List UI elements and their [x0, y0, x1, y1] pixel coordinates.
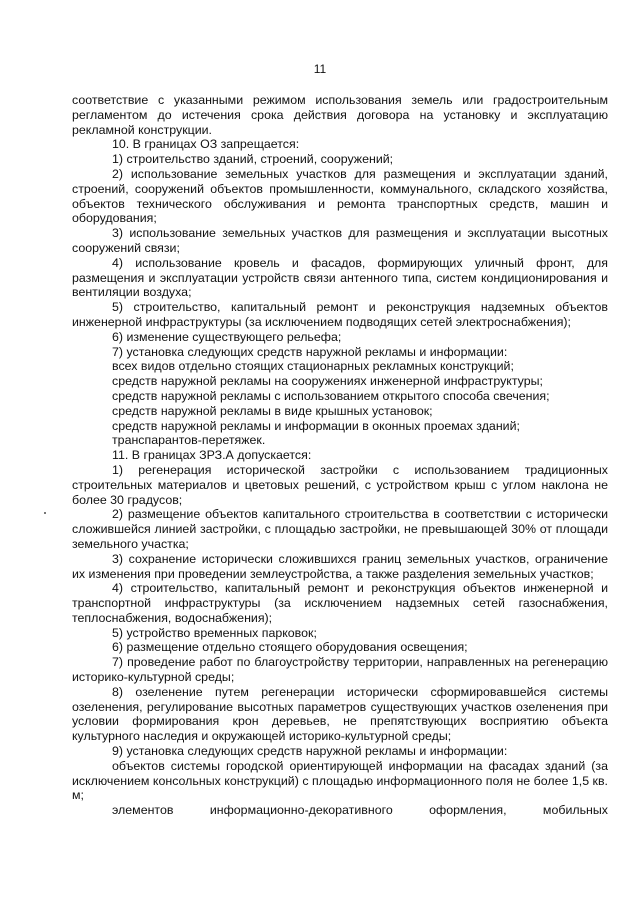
- paragraph: элементов информационно-декоративного оформления, мобильных: [112, 803, 608, 818]
- paragraph: соответствие с указанными режимом использования земель или градостроительным регламентом до истечения срока действия договора на установку и эксплуатацию рекламной конструкции.: [72, 93, 608, 137]
- paragraph: средств наружной рекламы в виде крышных установок;: [112, 403, 433, 418]
- paragraph: 4) строительство, капитальный ремонт и реконструкция объектов инженерной и транспортной инфраструктуры (за исключением надземных сетей газоснабжения, теплоснабжения, водоснабжения);: [72, 581, 608, 625]
- paragraph: транспарантов-перетяжек.: [112, 433, 266, 448]
- paragraph: 1) регенерация исторической застройки с использованием традиционных строительных материалов и цветовых решений, с устройством крыш с углом наклона не более 30 градусов;: [72, 462, 608, 507]
- page-number: 11: [313, 62, 327, 76]
- paragraph: 3) использование земельных участков для размещения и эксплуатации высотных сооружений связи;: [72, 226, 608, 255]
- paragraph: 4) использование кровель и фасадов, формирующих уличный фронт, для размещения и эксплуатации устройств связи антенного типа, систем кондиционирования и вентиляции воздуха;: [72, 255, 608, 300]
- paragraph: 5) строительство, капитальный ремонт и реконструкция надземных объектов инженерной инфраструктуры (за исключением подводящих сетей электроснабжения);: [72, 300, 608, 329]
- paragraph: 11. В границах ЗРЗ.А допускается:: [112, 448, 312, 463]
- paragraph: всех видов отдельно стоящих стационарных рекламных конструкций;: [112, 359, 514, 374]
- paragraph: 6) размещение отдельно стоящего оборудования освещения;: [112, 640, 468, 655]
- paragraph: 7) установка следующих средств наружной рекламы и информации:: [112, 344, 508, 359]
- paragraph: 1) строительство зданий, строений, сооружений;: [112, 152, 394, 167]
- paragraph: 2) использование земельных участков для размещения и эксплуатации зданий, строений, сооружений объектов промышленности, коммунального, складского хозяйства, объектов технического обслуживания и ремонта транспортных средств, машин и оборудования;: [72, 166, 608, 226]
- document-body: [72, 93, 608, 818]
- paragraph: 8) озеленение путем регенерации исторически сформировавшейся системы озеленения, регулирование высотных параметров существующих участков озеленения при условии формирования крон деревьев, не препятствующих восприятию объекта культурного наследия и окружающей историко-культурной среды;: [72, 684, 608, 744]
- paragraph: 5) устройство временных парковок;: [112, 625, 317, 640]
- paragraph: 3) сохранение исторически сложившихся границ земельных участков, ограничение их изменения при проведении землеустройства, а также разделения земельных участков;: [72, 551, 608, 581]
- paragraph: средств наружной рекламы с использованием открытого способа свечения;: [112, 388, 550, 403]
- paragraph: 6) изменение существующего рельефа;: [112, 329, 342, 344]
- paragraph: средств наружной рекламы и информации в оконных проемах зданий;: [112, 418, 520, 433]
- paragraph: 9) установка следующих средств наружной рекламы и информации:: [112, 744, 508, 759]
- paragraph: 2) размещение объектов капитального строительства в соответствии с исторически сложившейся линией застройки, с площадью застройки, не превышающей 30% от площади земельного участка;: [72, 507, 608, 551]
- scan-speck: [44, 512, 46, 514]
- paragraph: средств наружной рекламы на сооружениях инженерной инфраструктуры;: [112, 374, 543, 389]
- paragraph: 10. В границах ОЗ запрещается:: [112, 137, 300, 152]
- paragraph: 7) проведение работ по благоустройству территории, направленных на регенерацию историко-культурной среды;: [72, 655, 608, 685]
- paragraph: объектов системы городской ориентирующей информации на фасадах зданий (за исключением консольных конструкций) с площадью информационного поля не более 1,5 кв. м;: [72, 758, 608, 803]
